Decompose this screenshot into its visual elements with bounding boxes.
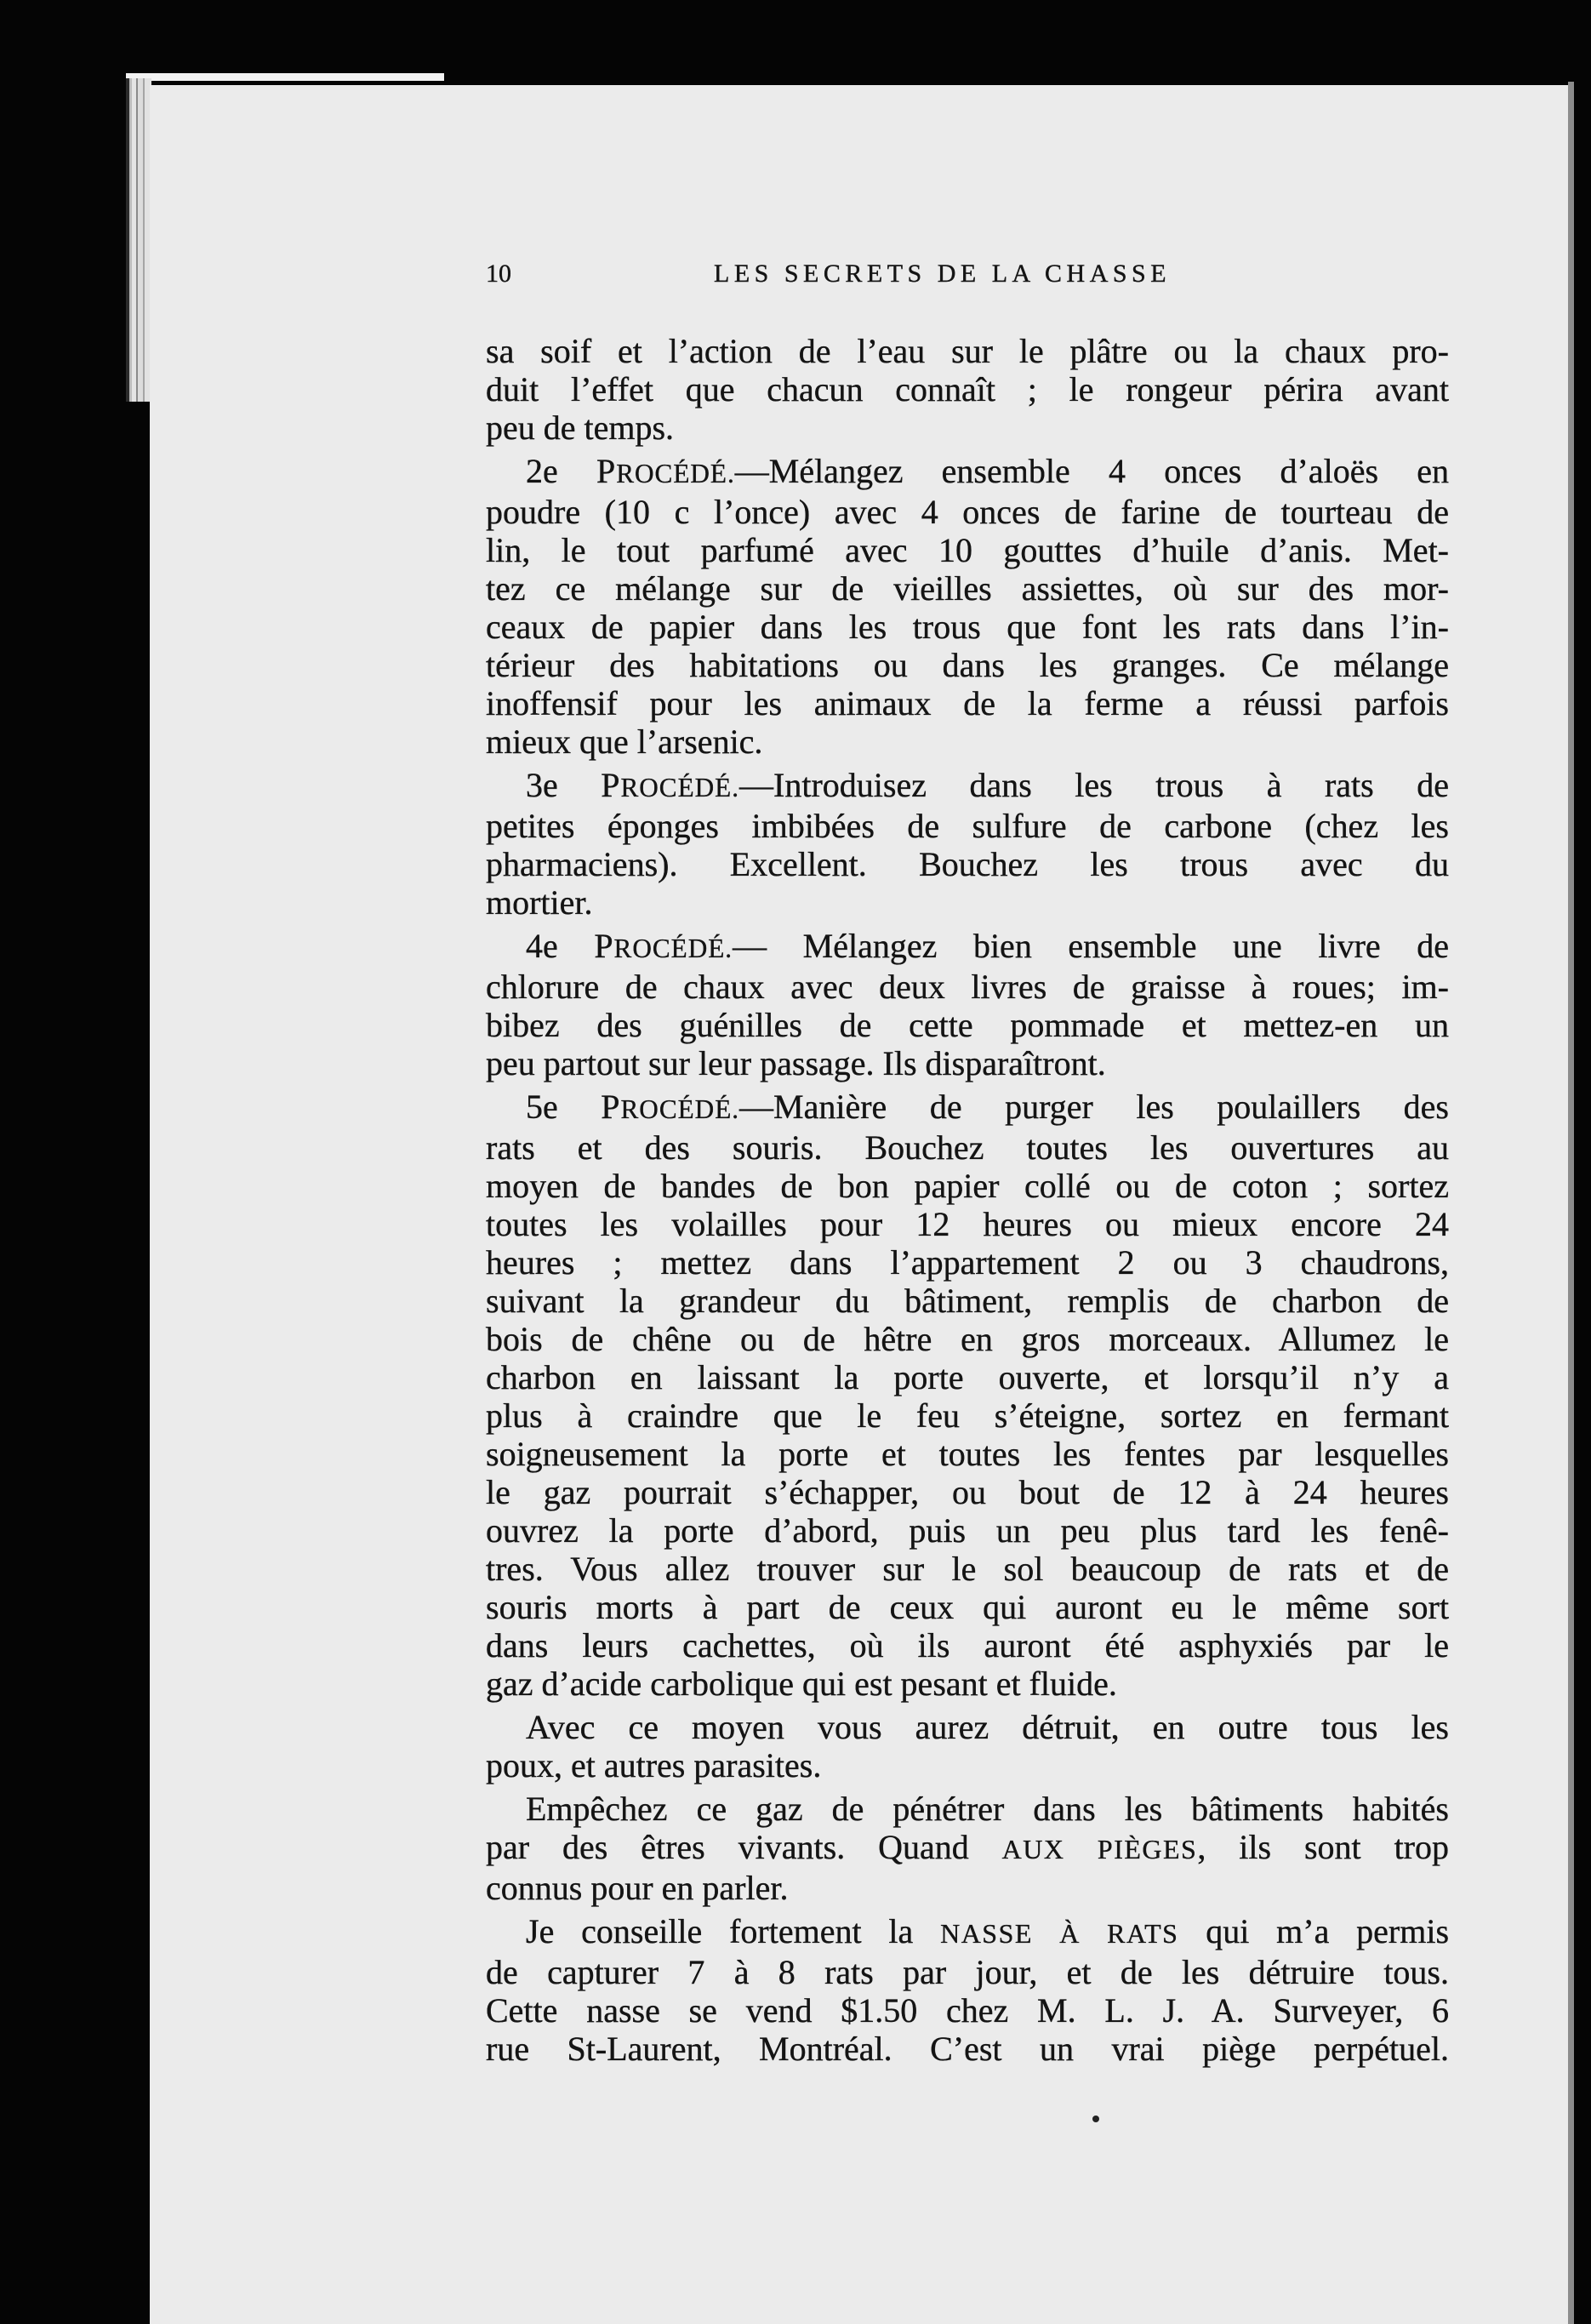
- text-line: heures ; mettez dans l’appartement 2 ou 3 chaudrons,: [486, 1243, 1449, 1282]
- text-line: tez ce mélange sur de vieilles assiettes, où sur des mor-: [486, 569, 1449, 608]
- text-line: [486, 1088, 1449, 1128]
- paragraph: [486, 1790, 1449, 1907]
- text-line: suivant la grandeur du bâtiment, remplis de charbon de: [486, 1282, 1449, 1320]
- text-line: Empêchez ce gaz de pénétrer dans les bâtiments habités: [526, 1790, 1449, 1828]
- running-header: [486, 258, 1449, 290]
- text-line: Avec ce moyen vous aurez détruit, en outre tous les: [526, 1708, 1449, 1746]
- text-line: [486, 766, 1449, 807]
- ornament-dot: [1092, 2116, 1099, 2122]
- procede-heading: PROCÉDÉ.: [601, 1088, 740, 1126]
- text-line: pharmaciens). Excellent. Bouchez les trous avec du: [486, 845, 1449, 883]
- paragraph: [486, 452, 1449, 761]
- text-segment: — Mélangez bien ensemble une livre de: [733, 927, 1449, 965]
- page-stack-edge: [126, 78, 151, 402]
- text-line: inoffensif pour les animaux de la ferme a réussi parfois: [486, 684, 1449, 722]
- procede-heading: PROCÉDÉ.: [601, 766, 740, 804]
- text-line: sa soif et l’action de l’eau sur le plâtre ou la chaux pro-: [486, 332, 1449, 370]
- procede-heading: PROCÉDÉ.: [594, 927, 733, 965]
- text-line: souris morts à part de ceux qui auront eu le même sort: [486, 1588, 1449, 1626]
- running-title: LES SECRETS DE LA CHASSE: [714, 260, 1172, 288]
- text-segment: Je conseille fortement la: [526, 1912, 941, 1950]
- text-line: bibez des guénilles de cette pommade et mettez-en un: [486, 1006, 1449, 1044]
- text-line: bois de chêne ou de hêtre en gros morceaux. Allumez le: [486, 1320, 1449, 1358]
- text-line: [486, 927, 1449, 968]
- text-line: poudre (10 c l’once) avec 4 onces de farine de tourteau de: [486, 493, 1449, 531]
- text-line: mieux que l’arsenic.: [486, 722, 763, 761]
- small-caps-term: NASSE À RATS: [940, 1918, 1179, 1949]
- text-line: poux, et autres parasites.: [486, 1746, 822, 1784]
- text-segment: 5e: [526, 1088, 602, 1126]
- paragraph: [486, 1708, 1449, 1784]
- text-line: plus à craindre que le feu s’éteigne, sortez en fermant: [486, 1396, 1449, 1435]
- text-line: tres. Vous allez trouver sur le sol beaucoup de rats et de: [486, 1550, 1449, 1588]
- text-segment: 4e: [526, 927, 595, 965]
- page-stack-top-edge: [126, 73, 444, 81]
- procede-heading: PROCÉDÉ.: [596, 452, 735, 490]
- text-line: le gaz pourrait s’échapper, ou bout de 12 à 24 heures: [486, 1473, 1449, 1511]
- text-segment: 3e: [526, 766, 602, 804]
- text-segment: 2e: [526, 452, 596, 490]
- text-line: charbon en laissant la porte ouverte, et lorsqu’il n’y a: [486, 1358, 1449, 1396]
- text-line: peu de temps.: [486, 408, 675, 447]
- text-line: duit l’effet que chacun connaît ; le rongeur périra avant: [486, 370, 1449, 408]
- paragraph: [486, 1088, 1449, 1703]
- text-line: dans leurs cachettes, où ils auront été asphyxiés par le: [486, 1626, 1449, 1664]
- text-line: chlorure de chaux avec deux livres de graisse à roues; im-: [486, 968, 1449, 1006]
- text-line: petites éponges imbibées de sulfure de carbone (chez les: [486, 807, 1449, 845]
- small-caps-term: AUX PIÈGES: [1001, 1834, 1198, 1864]
- text-segment: qui m’a permis: [1178, 1912, 1450, 1950]
- text-segment: , ils sont trop: [1197, 1828, 1450, 1866]
- text-line: peu partout sur leur passage. Ils disparaîtront.: [486, 1044, 1106, 1082]
- page-right-edge: [1568, 82, 1574, 2324]
- text-line: [486, 452, 1449, 493]
- text-line: Cette nasse se vend $1.50 chez M. L. J. A. Surveyer, 6: [486, 1991, 1449, 2030]
- text-line: rue St-Laurent, Montréal. C’est un vrai piège perpétuel.: [486, 2030, 1449, 2068]
- text-line: térieur des habitations ou dans les granges. Ce mélange: [486, 646, 1449, 684]
- text-segment: —Introduisez dans les trous à rats de: [739, 766, 1449, 804]
- text-line: [486, 1912, 1449, 1953]
- paragraph: [486, 927, 1449, 1082]
- text-segment: par des êtres vivants. Quand: [486, 1828, 1002, 1866]
- text-line: [486, 1828, 1449, 1869]
- text-line: moyen de bandes de bon papier collé ou de coton ; sortez: [486, 1167, 1449, 1205]
- text-line: rats et des souris. Bouchez toutes les ouvertures au: [486, 1128, 1449, 1167]
- paragraph: [486, 1912, 1449, 2068]
- page-number: 10: [486, 260, 511, 288]
- text-line: de capturer 7 à 8 rats par jour, et de les détruire tous.: [486, 1953, 1449, 1991]
- text-line: soigneusement la porte et toutes les fentes par lesquelles: [486, 1435, 1449, 1473]
- paragraph: [486, 766, 1449, 922]
- text-line: lin, le tout parfumé avec 10 gouttes d’huile d’anis. Met-: [486, 531, 1449, 569]
- body-text: [486, 332, 1449, 2068]
- text-line: gaz d’acide carbolique qui est pesant et fluide.: [486, 1664, 1117, 1703]
- text-line: ouvrez la porte d’abord, puis un peu plus tard les fenê-: [486, 1511, 1449, 1550]
- text-line: toutes les volailles pour 12 heures ou mieux encore 24: [486, 1205, 1449, 1243]
- text-segment: —Mélangez ensemble 4 onces d’aloës en: [734, 452, 1449, 490]
- text-line: connus pour en parler.: [486, 1869, 789, 1907]
- text-line: ceaux de papier dans les trous que font les rats dans l’in-: [486, 608, 1449, 646]
- text-line: mortier.: [486, 883, 593, 922]
- paragraph: [486, 332, 1449, 447]
- text-segment: —Manière de purger les poulaillers des: [739, 1088, 1449, 1126]
